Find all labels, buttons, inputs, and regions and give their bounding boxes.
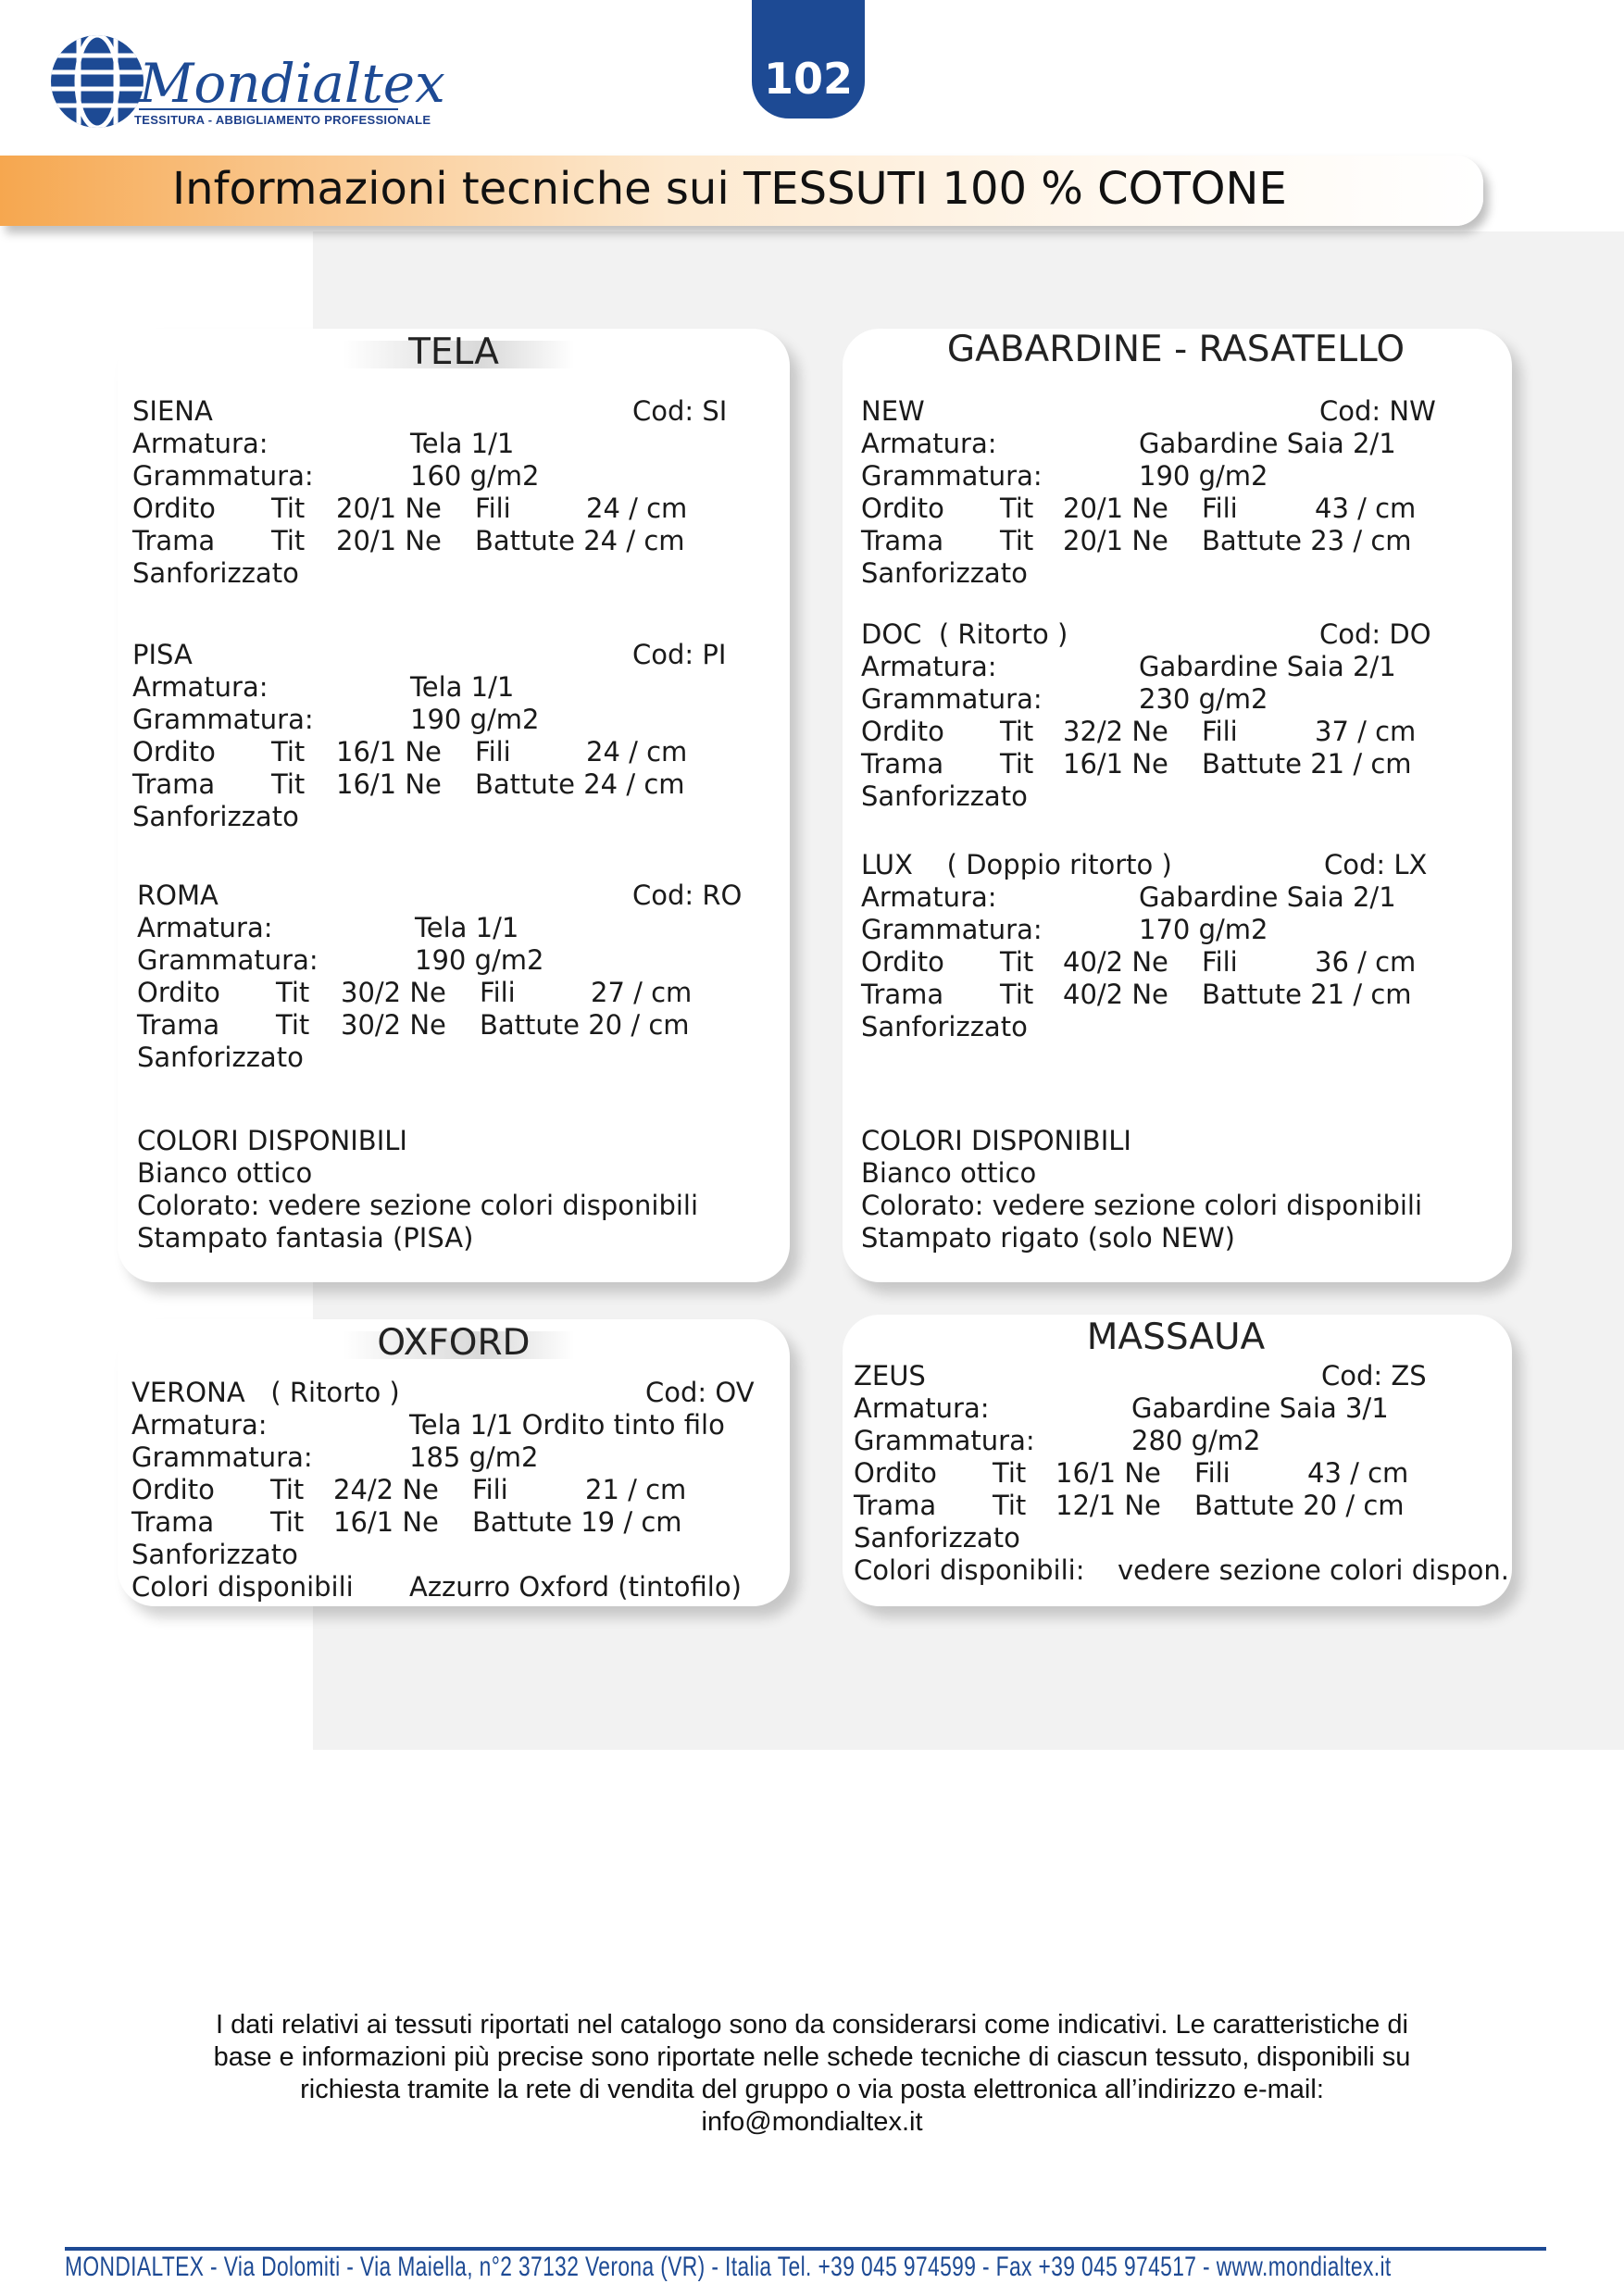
text-field: 32/2 Ne [1063, 716, 1168, 747]
globe-icon [46, 32, 148, 134]
fabric-code: Cod: DO [1319, 618, 1431, 650]
oxford-heading: OXFORD [377, 1322, 531, 1364]
text-field: Armatura: [861, 881, 997, 913]
text-field: Grammatura: [861, 914, 1043, 945]
text-field: 16/1 Ne [336, 736, 442, 767]
fabric-name: ZEUS [854, 1360, 926, 1391]
text-field: Trama [861, 525, 944, 556]
text-field: Fili [480, 977, 516, 1008]
text-field: Ordito [137, 977, 220, 1008]
text-field: Sanforizzato [861, 1011, 1028, 1042]
text-field: Battute 20 / cm [1194, 1490, 1405, 1521]
text-field: 16/1 Ne [1056, 1457, 1161, 1489]
text-field: Battute 24 / cm [475, 525, 685, 556]
text-field: Stampato rigato (solo NEW) [861, 1222, 1235, 1254]
text-field: Fili [475, 736, 511, 767]
fabric-code: Cod: PI [632, 639, 727, 670]
text-field: Tit [270, 1506, 305, 1538]
tela-heading: TELA [408, 331, 499, 373]
text-field: Colori disponibili: [854, 1554, 1085, 1586]
text-field: Bianco ottico [137, 1157, 313, 1189]
text-field: 190 g/m2 [415, 944, 544, 976]
text-field: Colorato: vedere sezione colori disponibili [137, 1190, 699, 1221]
text-field: 43 / cm [1307, 1457, 1409, 1489]
text-field: Grammatura: [854, 1425, 1035, 1456]
text-field: richiesta tramite la rete di vendita del gruppo o via posta elettronica all’indirizzo e-mail: [300, 2075, 1324, 2104]
text-field: 37 / cm [1315, 716, 1417, 747]
fabric-verona [131, 1377, 770, 1603]
text-field: 27 / cm [591, 977, 693, 1008]
fabric-code: Cod: SI [632, 395, 728, 427]
text-field: Tit [270, 1474, 305, 1505]
text-field: Tit [271, 493, 306, 524]
text-field: Armatura: [861, 428, 997, 459]
text-field: Grammatura: [132, 704, 314, 735]
text-field: Battute 21 / cm [1202, 748, 1412, 780]
text-field: Colorato: vedere sezione colori disponibili [861, 1190, 1423, 1221]
contact-email: info@mondialtex.it [701, 2107, 923, 2137]
text-field: 40/2 Ne [1063, 979, 1168, 1010]
text-field: Sanforizzato [132, 801, 299, 832]
text-field: Sanforizzato [137, 1042, 304, 1073]
text-field: Grammatura: [137, 944, 319, 976]
text-field: Armatura: [861, 651, 997, 682]
text-field: Trama [137, 1009, 220, 1041]
text-field: Grammatura: [861, 683, 1043, 715]
text-field: Grammatura: [861, 460, 1043, 492]
text-field: Tela 1/1 [415, 912, 519, 943]
text-field: Tela 1/1 [410, 671, 515, 703]
text-field: 170 g/m2 [1139, 914, 1268, 945]
text-field: COLORI DISPONIBILI [137, 1125, 407, 1156]
text-field: COLORI DISPONIBILI [861, 1125, 1131, 1156]
text-field: Tit [1000, 979, 1034, 1010]
text-field: vedere sezione colori dispon. [1118, 1554, 1510, 1586]
text-field: Colori disponibili [131, 1571, 354, 1603]
text-field: Tit [1000, 493, 1034, 524]
text-field: Battute 24 / cm [475, 768, 685, 800]
fabric-name: ROMA [137, 880, 219, 911]
fabric-doc [861, 618, 1481, 813]
text-field: Battute 19 / cm [472, 1506, 682, 1538]
disclaimer [130, 2009, 1494, 2139]
text-field: Grammatura: [132, 460, 314, 492]
text-field: Stampato fantasia (PISA) [137, 1222, 474, 1254]
text-field: base e informazioni più precise sono riportate nelle schede tecniche di ciascun tessuto, disponibili su [213, 2042, 1411, 2072]
fabric-code: Cod: LX [1324, 849, 1428, 880]
massaua-heading: MASSAUA [1086, 1316, 1266, 1358]
text-field: Tit [276, 977, 310, 1008]
text-field: Trama [861, 748, 944, 780]
fabric-zeus [854, 1360, 1520, 1587]
text-field: Gabardine Saia 2/1 [1139, 428, 1396, 459]
text-field: Gabardine Saia 2/1 [1139, 651, 1396, 682]
text-field: Tit [993, 1490, 1027, 1521]
fabric-code: Cod: NW [1319, 395, 1436, 427]
text-field: Trama [854, 1490, 937, 1521]
text-field: Tit [276, 1009, 310, 1041]
text-field: Ordito [132, 736, 216, 767]
fabric-code: Cod: ZS [1321, 1360, 1427, 1391]
text-field: 20/1 Ne [336, 493, 442, 524]
fabric-new [861, 395, 1481, 590]
text-field: I dati relativi ai tessuti riportati nel catalogo sono da considerarsi come indicativi. Le caratteristiche di [216, 2010, 1408, 2040]
fabric-roma [137, 880, 757, 1074]
text-field: Tela 1/1 [410, 428, 515, 459]
fabric-lux [861, 849, 1481, 1043]
text-field: Azzurro Oxford (tintofilo) [409, 1571, 742, 1603]
text-field: 190 g/m2 [1139, 460, 1268, 492]
text-field: Trama [132, 525, 216, 556]
text-field: 24 / cm [586, 736, 688, 767]
text-field: Armatura: [132, 428, 269, 459]
text-field: 16/1 Ne [336, 768, 442, 800]
fabric-name: DOC ( Ritorto ) [861, 618, 1068, 650]
text-field: 30/2 Ne [341, 1009, 446, 1041]
text-field: Fili [1202, 716, 1238, 747]
gabardine-colors [861, 1125, 1491, 1254]
page-title: Informazioni tecniche sui TESSUTI 100 % COTONE [172, 163, 1287, 215]
fabric-name: LUX ( Doppio ritorto ) [861, 849, 1172, 880]
text-field: 21 / cm [585, 1474, 687, 1505]
fabric-siena [132, 395, 753, 590]
text-field: Battute 20 / cm [480, 1009, 690, 1041]
text-field: Tit [1000, 525, 1034, 556]
text-field: 280 g/m2 [1131, 1425, 1261, 1456]
text-field: Battute 21 / cm [1202, 979, 1412, 1010]
text-field: Sanforizzato [861, 557, 1028, 589]
text-field: Ordito [861, 493, 944, 524]
text-field: Tit [993, 1457, 1027, 1489]
text-field: Fili [475, 493, 511, 524]
text-field: Sanforizzato [131, 1539, 298, 1570]
text-field: Fili [1202, 946, 1238, 978]
text-field: Grammatura: [131, 1441, 313, 1473]
text-field: Gabardine Saia 3/1 [1131, 1392, 1389, 1424]
text-field: 43 / cm [1315, 493, 1417, 524]
text-field: 24/2 Ne [333, 1474, 439, 1505]
text-field: 36 / cm [1315, 946, 1417, 978]
page-number: 102 [763, 54, 854, 104]
text-field: 12/1 Ne [1056, 1490, 1161, 1521]
fabric-name: SIENA [132, 395, 213, 427]
text-field: Fili [1202, 493, 1238, 524]
fabric-pisa [132, 639, 753, 833]
text-field: 160 g/m2 [410, 460, 540, 492]
text-field: Fili [472, 1474, 508, 1505]
text-field: Bianco ottico [861, 1157, 1037, 1189]
text-field: Tit [1000, 946, 1034, 978]
text-field: Trama [131, 1506, 215, 1538]
text-field: Sanforizzato [854, 1522, 1020, 1554]
text-field: 24 / cm [586, 493, 688, 524]
fabric-name: PISA [132, 639, 193, 670]
text-field: Tit [1000, 716, 1034, 747]
text-field: Tela 1/1 Ordito tinto filo [409, 1409, 725, 1441]
text-field: Ordito [861, 946, 944, 978]
text-field: Ordito [132, 493, 216, 524]
text-field: Ordito [861, 716, 944, 747]
fabric-name: NEW [861, 395, 925, 427]
brand-wordmark: Mondialtex [139, 52, 445, 115]
text-field: Sanforizzato [861, 780, 1028, 812]
text-field: Armatura: [131, 1409, 268, 1441]
text-field: Trama [861, 979, 944, 1010]
text-field: Gabardine Saia 2/1 [1139, 881, 1396, 913]
text-field: Tit [1000, 748, 1034, 780]
text-field: Tit [271, 736, 306, 767]
brand-subtitle: TESSITURA - ABBIGLIAMENTO PROFESSIONALE [134, 113, 431, 127]
text-field: Ordito [854, 1457, 937, 1489]
text-field: Armatura: [137, 912, 273, 943]
tela-colors [137, 1125, 767, 1254]
text-field: 16/1 Ne [333, 1506, 439, 1538]
fabric-code: Cod: OV [645, 1377, 755, 1408]
text-field: 185 g/m2 [409, 1441, 539, 1473]
text-field: 230 g/m2 [1139, 683, 1268, 715]
text-field: Battute 23 / cm [1202, 525, 1412, 556]
text-field: 20/1 Ne [336, 525, 442, 556]
text-field: Ordito [131, 1474, 215, 1505]
text-field: 40/2 Ne [1063, 946, 1168, 978]
fabric-code: Cod: RO [632, 880, 743, 911]
gabardine-heading: GABARDINE - RASATELLO [946, 329, 1405, 370]
fabric-name: VERONA ( Ritorto ) [131, 1377, 400, 1408]
text-field: Trama [132, 768, 216, 800]
text-field: 20/1 Ne [1063, 493, 1168, 524]
text-field: Sanforizzato [132, 557, 299, 589]
footer-divider [65, 2247, 1546, 2251]
text-field: Armatura: [132, 671, 269, 703]
text-field: 190 g/m2 [410, 704, 540, 735]
text-field: Fili [1194, 1457, 1230, 1489]
text-field: 16/1 Ne [1063, 748, 1168, 780]
text-field: Tit [271, 525, 306, 556]
text-field: 30/2 Ne [341, 977, 446, 1008]
footer-contact: MONDIALTEX - Via Dolomiti - Via Maiella, n°2 37132 Verona (VR) - Italia Tel. +39 045 974599 - Fax +39 045 974517 - www.mondialtex.it [65, 2252, 1392, 2282]
text-field: Tit [271, 768, 306, 800]
text-field: 20/1 Ne [1063, 525, 1168, 556]
text-field: Armatura: [854, 1392, 990, 1424]
